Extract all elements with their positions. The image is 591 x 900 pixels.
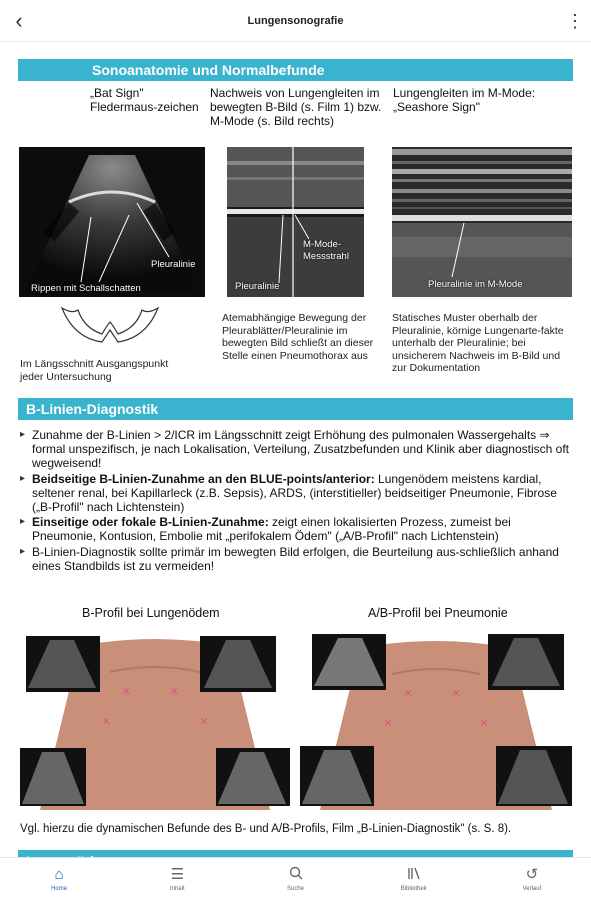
bullet-item: ▸ B-Linien-Diagnostik sollte primär im bewegten Bild erfolgen, die Beurteilung aus-schließlich anhand eines Standbilds ist zu vermeiden! [20,545,575,573]
nav-verlauf[interactable]: ↺ Verlauf [522,866,542,892]
ultrasound-bat-sign-image [19,147,205,297]
search-icon [286,866,306,884]
chest-figure-b-profil [20,632,290,810]
more-vert-icon[interactable]: ⋮ [566,11,584,31]
nav-bibliothek[interactable]: Bibliothek [355,858,473,900]
home-icon: ⌂ [54,866,64,883]
bullet-item: ▸ Einseitige oder fokale B-Linien-Zunahme: zeigt einen lokalisierten Prozess, zumeist bei Pneumonie, Kontusion, Embolie mit „perifokalem Ödem" („A/B-Profil" nach Lichtenstein) [20,515,575,543]
svg-text:×: × [102,716,111,727]
svg-text:×: × [384,718,393,729]
history-icon: ↺ [525,866,539,883]
svg-text:×: × [480,718,489,729]
ultrasound-seashore-image [392,147,572,297]
ultrasound-b-mode-image [227,147,364,297]
svg-text:×: × [170,686,179,697]
nav-suche[interactable]: Suche [236,858,354,900]
library-icon [404,866,424,884]
caption-bat-sign: Im Längsschnitt Ausgangspunkt jeder Untersuchung [20,358,169,383]
footnote: Vgl. hierzu die dynamischen Befunde des B- und A/B-Profils, Film „B-Linien-Diagnostik" (s. S. 8). [20,823,512,835]
col3-heading: Lungengleiten im M-Mode: „Seashore Sign" [393,86,536,114]
label-m-mode-messstrahl: M-Mode-Messstrahl [303,239,349,262]
menu-icon: ☰ [170,866,185,883]
page-content[interactable] [0,42,591,857]
bullet-item: ▸ Zunahme der B-Linien > 2/ICR im Längsschnitt zeigt Erhöhung des pulmonalen Wassergehalts ⇒ formal unspezifisch, je nach Lokalisation, Verteilung, Zusatzbefunden und Klinik aber diagnostisch oft wegweisend! [20,428,575,471]
label-pleuralinie-1: Pleuralinie [151,259,196,270]
section-title-b-linien: B-Linien-Diagnostik [18,398,573,420]
bat-sketch-icon [58,300,163,345]
label-pleuralinie-2: Pleuralinie [235,281,280,292]
label-pleuralinie-m-mode: Pleuralinie im M-Mode [428,279,523,290]
figure-title-ab-profil: A/B-Profil bei Pneumonie [368,606,508,620]
chest-figure-ab-profil [300,632,572,810]
section-title-sonoanatomie: Sonoanatomie und Normalbefunde [18,59,573,81]
col1-heading: „Bat Sign" Fledermaus-zeichen [90,86,199,114]
caption-lung-sliding: Atemabhängige Bewegung der Pleurablätter/Pleuralinie im bewegten Bild schließt an dieser Stelle einen Pneumothorax aus [222,312,374,362]
bullet-item: ▸ Beidseitige B-Linien-Zunahme an den BLUE-points/anterior: Lungenödem meistens kardial, seltener renal, bei Kapillarleck (z.B. Sepsis), ARDS, (interstitieller) beidseitiger Pneumonie, Fibrose („B-Profil" nach Lichtenstein) [20,472,575,515]
col2-heading: Nachweis von Lungengleiten im bewegten B-Bild (s. Film 1) bzw. M-Mode (s. Bild rechts) [210,86,382,128]
svg-text:×: × [200,716,209,727]
svg-text:×: × [122,686,131,697]
chevron-left-icon[interactable]: ‹ [15,8,23,33]
nav-inhalt[interactable]: ☰ Inhalt [118,858,236,900]
nav-home[interactable]: ⌂ Home [51,866,68,892]
svg-text:×: × [452,688,461,699]
figure-title-b-profil: B-Profil bei Lungenödem [82,606,220,620]
top-app-bar [0,0,591,42]
label-rippen: Rippen mit Schallschatten [31,283,141,294]
b-linien-bullet-list [20,428,575,574]
caption-seashore: Statisches Muster oberhalb der Pleuralinie, körnige Lungenarte-fakte unterhalb der Pleuralinie; bei unsicherem Nachweis im B-Bild und zur Dokumentation [392,312,564,374]
page-title: Lungensonografie [247,14,344,27]
bottom-navigation [0,857,591,900]
svg-text:×: × [404,688,413,699]
